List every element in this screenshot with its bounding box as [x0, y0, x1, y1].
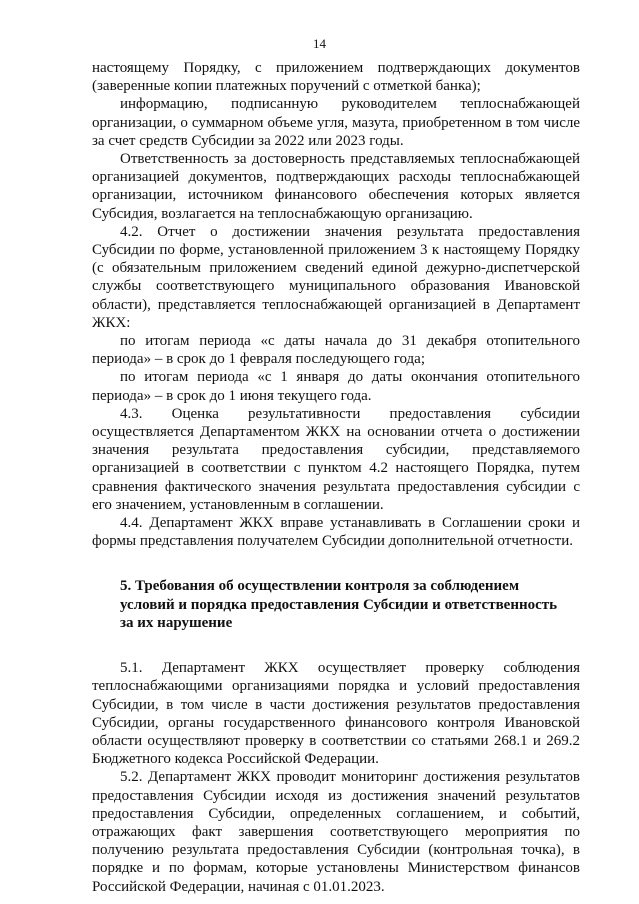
paragraph-5-1-control: 5.1. Департамент ЖКХ осуществляет проверку соблюдения теплоснабжающими организациями порядка и условий предоставления Субсидии, в том числе в части достижения результатов предоставления Субсидии, органы государственного финансового контроля Ивановской области осуществляют проверку в соответствии со статьями 268.1 и 269.2 Бюджетного кодекса Российской Федерации.	[92, 660, 580, 768]
paragraph-5-2-monitoring: 5.2. Департамент ЖКХ проводит мониторинг достижения результатов предоставления Субсидии исходя из достижения значений результатов предоставления Субсидии, определенных соглашением, и событий, отражающих факт завершения соответствующего мероприятия по получению результата предоставления Субсидии (контрольная точка), в порядке и по формам, которые установлены Министерством финансов Российской Федерации, начиная с 01.01.2023.	[92, 769, 580, 895]
paragraph-4-3-evaluation: 4.3. Оценка результативности предоставления субсидии осуществляется Департаментом ЖКХ на основании отчета о достижении значения результата предоставления субсидии, представляемого организацией в соответствии с пунктом 4.2 настоящего Порядка, путем сравнения фактического значения результата предоставления субсидии с его значением, установленным в соглашении.	[92, 405, 580, 513]
paragraph-attachments: настоящему Порядку, с приложением подтверждающих документов (заверенные копии платежных поручений с отметкой банка);	[92, 60, 580, 95]
section-heading	[92, 577, 580, 632]
spacer	[92, 550, 580, 577]
section-heading-line-1: 5. Требования об осуществлении контроля за соблюдением	[120, 578, 520, 595]
paragraph-fuel-info: информацию, подписанную руководителем теплоснабжающей организации, о суммарном объеме угля, мазута, приобретенном в том числе за счет средств Субсидии за 2022 или 2023 годы.	[92, 96, 580, 149]
paragraph-responsibility: Ответственность за достоверность представляемых теплоснабжающей организацией документов, подтверждающих расходы теплоснабжающей организации, источником финансового обеспечения которых является Субсидия, возлагается на теплоснабжающую организацию.	[92, 151, 580, 222]
paragraph-period-1: по итогам периода «с даты начала до 31 декабря отопительного периода» – в срок до 1 февраля последующего года;	[92, 333, 580, 368]
document-body	[92, 59, 580, 896]
paragraph-4-2-report: 4.2. Отчет о достижении значения результата предоставления Субсидии по форме, установленной приложением 3 к настоящему Порядку (с обязательным приложением сведений единой дежурно-диспетчерской службы соответствующего муниципального образования Ивановской области), представляется теплоснабжающей организацией в Департамент ЖКХ:	[92, 223, 580, 331]
spacer	[92, 632, 580, 659]
section-heading-line-3: за их нарушение	[120, 614, 233, 631]
paragraph-period-2: по итогам периода «с 1 января до даты окончания отопительного периода» – в срок до 1 июня текущего года.	[92, 369, 580, 404]
page-number: 14	[313, 36, 326, 51]
section-heading-line-2: условий и порядка предоставления Субсидии и ответственность	[120, 596, 558, 613]
paragraph-4-4-additional-reporting: 4.4. Департамент ЖКХ вправе устанавливать в Соглашении сроки и формы представления получателем Субсидии дополнительной отчетности.	[92, 515, 580, 550]
